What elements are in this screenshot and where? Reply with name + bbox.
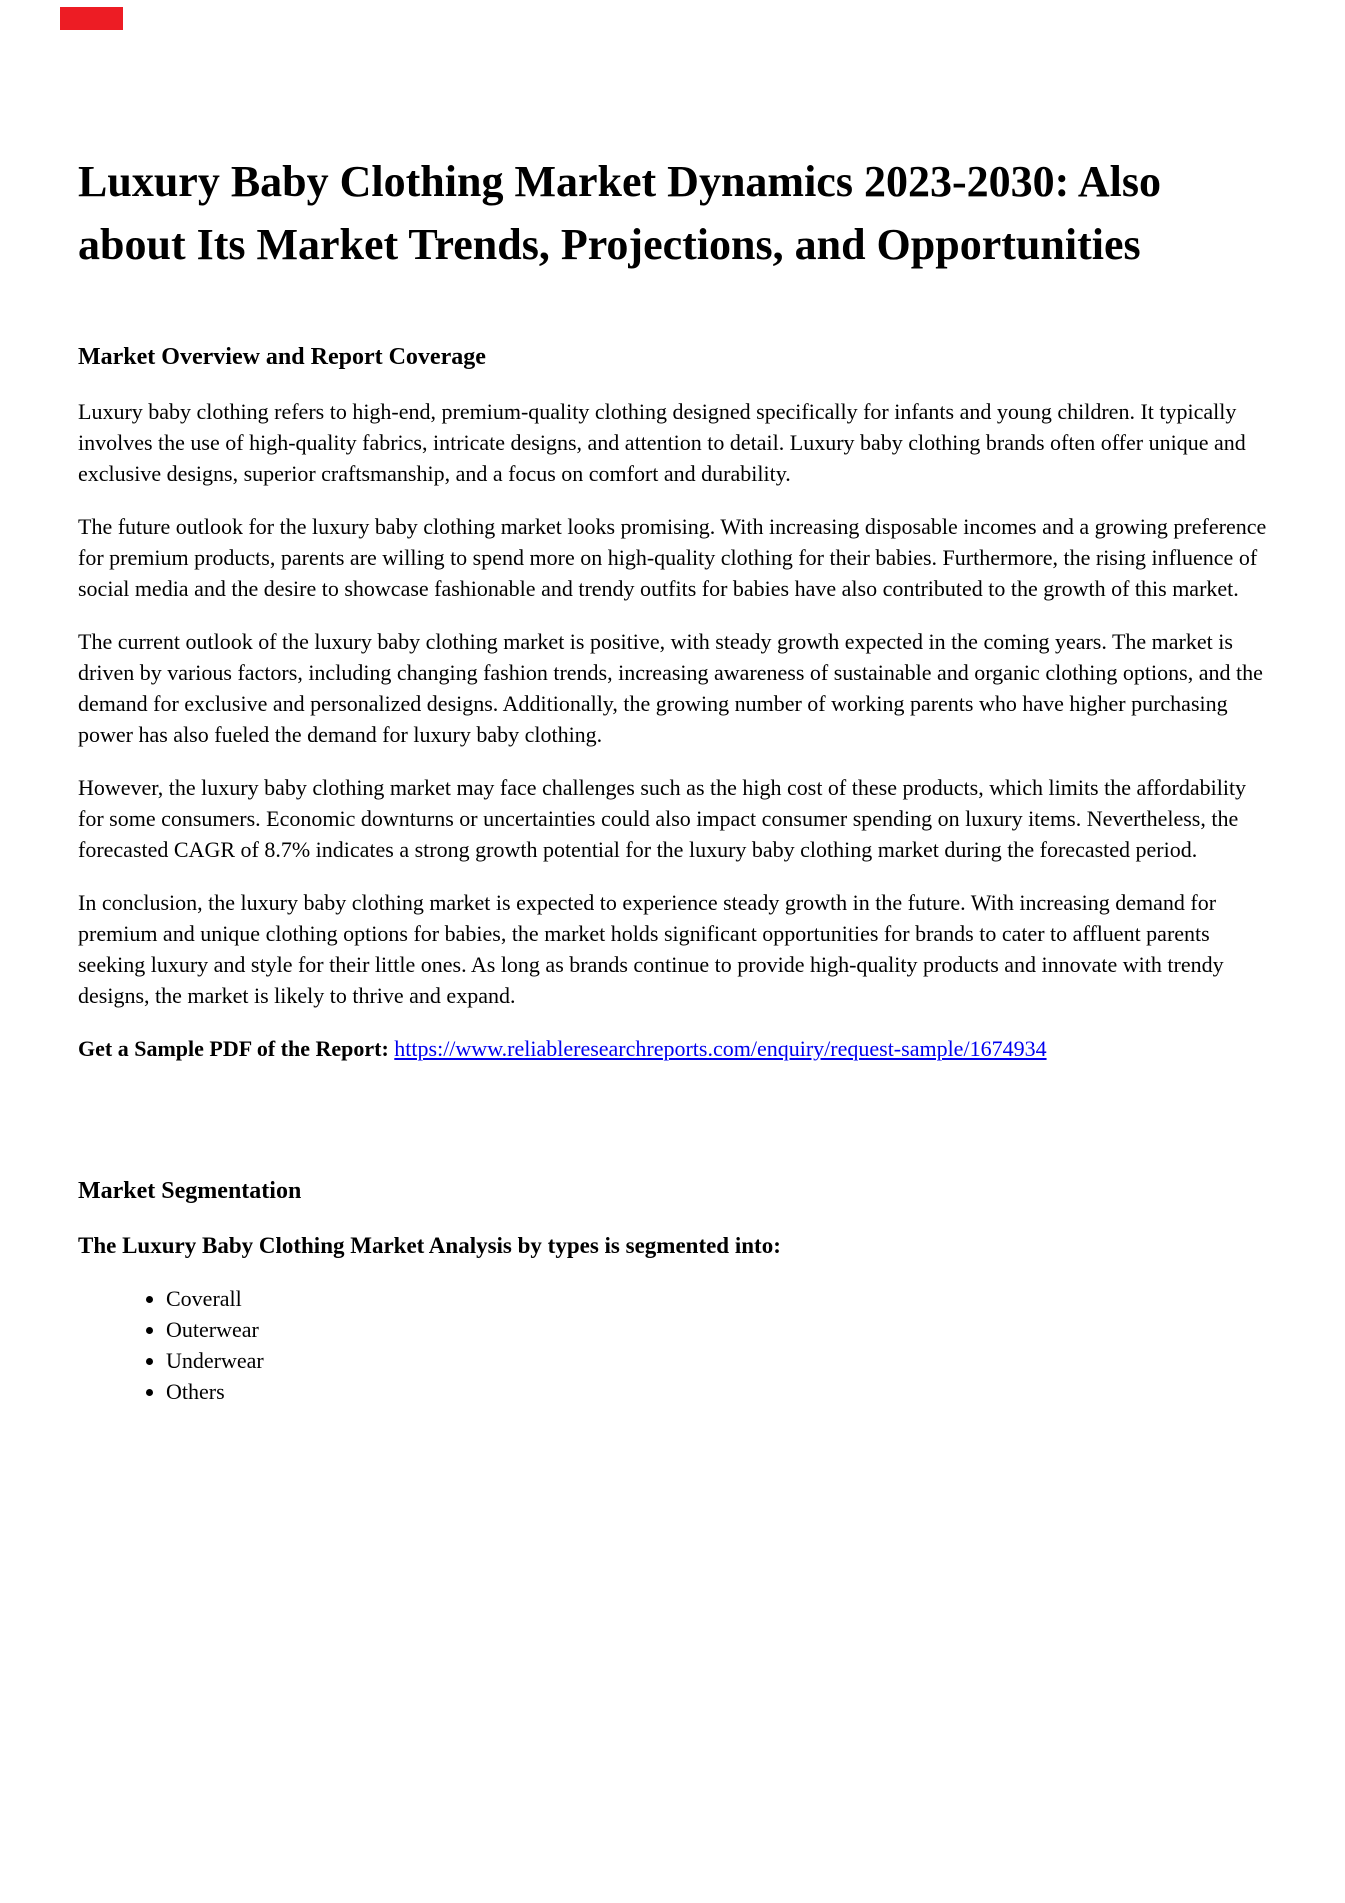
list-item-others: • Others bbox=[166, 1376, 1267, 1407]
paragraph-overview-4: However, the luxury baby clothing market may face challenges such as the high cost of these products, which limits the affordability for some consumers. Economic downturns or uncertainties could also impact consumer spending on luxury items. Nevertheless, the forecasted CAGR of 8.7% indicates a strong growth potential for the luxury baby clothing market during the forecasted period. bbox=[78, 775, 1247, 862]
paragraph-overview-2: The future outlook for the luxury baby clothing market looks promising. With increasing disposable incomes and a growing preference for premium products, parents are willing to spend more on high-quality clothing for their babies. Furthermore, the rising influence of social media and the desire to showcase fashionable and trendy outfits for babies have also contributed to the growth of this market. bbox=[78, 514, 1267, 601]
page-title: Luxury Baby Clothing Market Dynamics 2023-2030: Also about Its Market Trends, Projections, and Opportunities bbox=[78, 157, 1161, 269]
paragraph-overview-5: In conclusion, the luxury baby clothing market is expected to experience steady growth in the future. With increasing demand for premium and unique clothing options for babies, the market holds significant opportunities for brands to cater to affluent parents seeking luxury and style for their little ones. As long as brands continue to provide high-quality products and innovate with trendy designs, the market is likely to thrive and expand. bbox=[78, 890, 1224, 1008]
section-heading-overview: Market Overview and Report Coverage bbox=[78, 344, 486, 370]
list-item-outerwear: • Outerwear bbox=[166, 1314, 1267, 1345]
paragraph-overview-3: The current outlook of the luxury baby clothing market is positive, with steady growth expected in the coming years. The market is driven by various factors, including changing fashion trends, increasing awareness of sustainable and organic clothing options, and the demand for exclusive and personalized designs. Additionally, the growing number of working parents who have higher purchasing power has also fueled the demand for luxury baby clothing. bbox=[78, 629, 1263, 747]
types-intro: The Luxury Baby Clothing Market Analysis by types is segmented into: bbox=[78, 1233, 781, 1258]
sample-pdf-line bbox=[78, 1033, 1267, 1064]
sample-pdf-link[interactable]: https://www.reliableresearchreports.com/enquiry/request-sample/1674934 bbox=[394, 1036, 1047, 1061]
paragraph-overview-1: Luxury baby clothing refers to high-end, premium-quality clothing designed specifically for infants and young children. It typically involves the use of high-quality fabrics, intricate designs, and attention to detail. Luxury baby clothing brands often offer unique and exclusive designs, superior craftsmanship, and a focus on comfort and durability. bbox=[78, 399, 1246, 486]
list-item-coverall: • Coverall bbox=[166, 1283, 1267, 1314]
redacted-logo bbox=[60, 7, 123, 30]
sample-pdf-label: Get a Sample PDF of the Report: bbox=[78, 1036, 389, 1061]
list-item-underwear: • Underwear bbox=[166, 1345, 1267, 1376]
types-list bbox=[78, 1283, 1267, 1407]
section-heading-segmentation: Market Segmentation bbox=[78, 1178, 302, 1204]
